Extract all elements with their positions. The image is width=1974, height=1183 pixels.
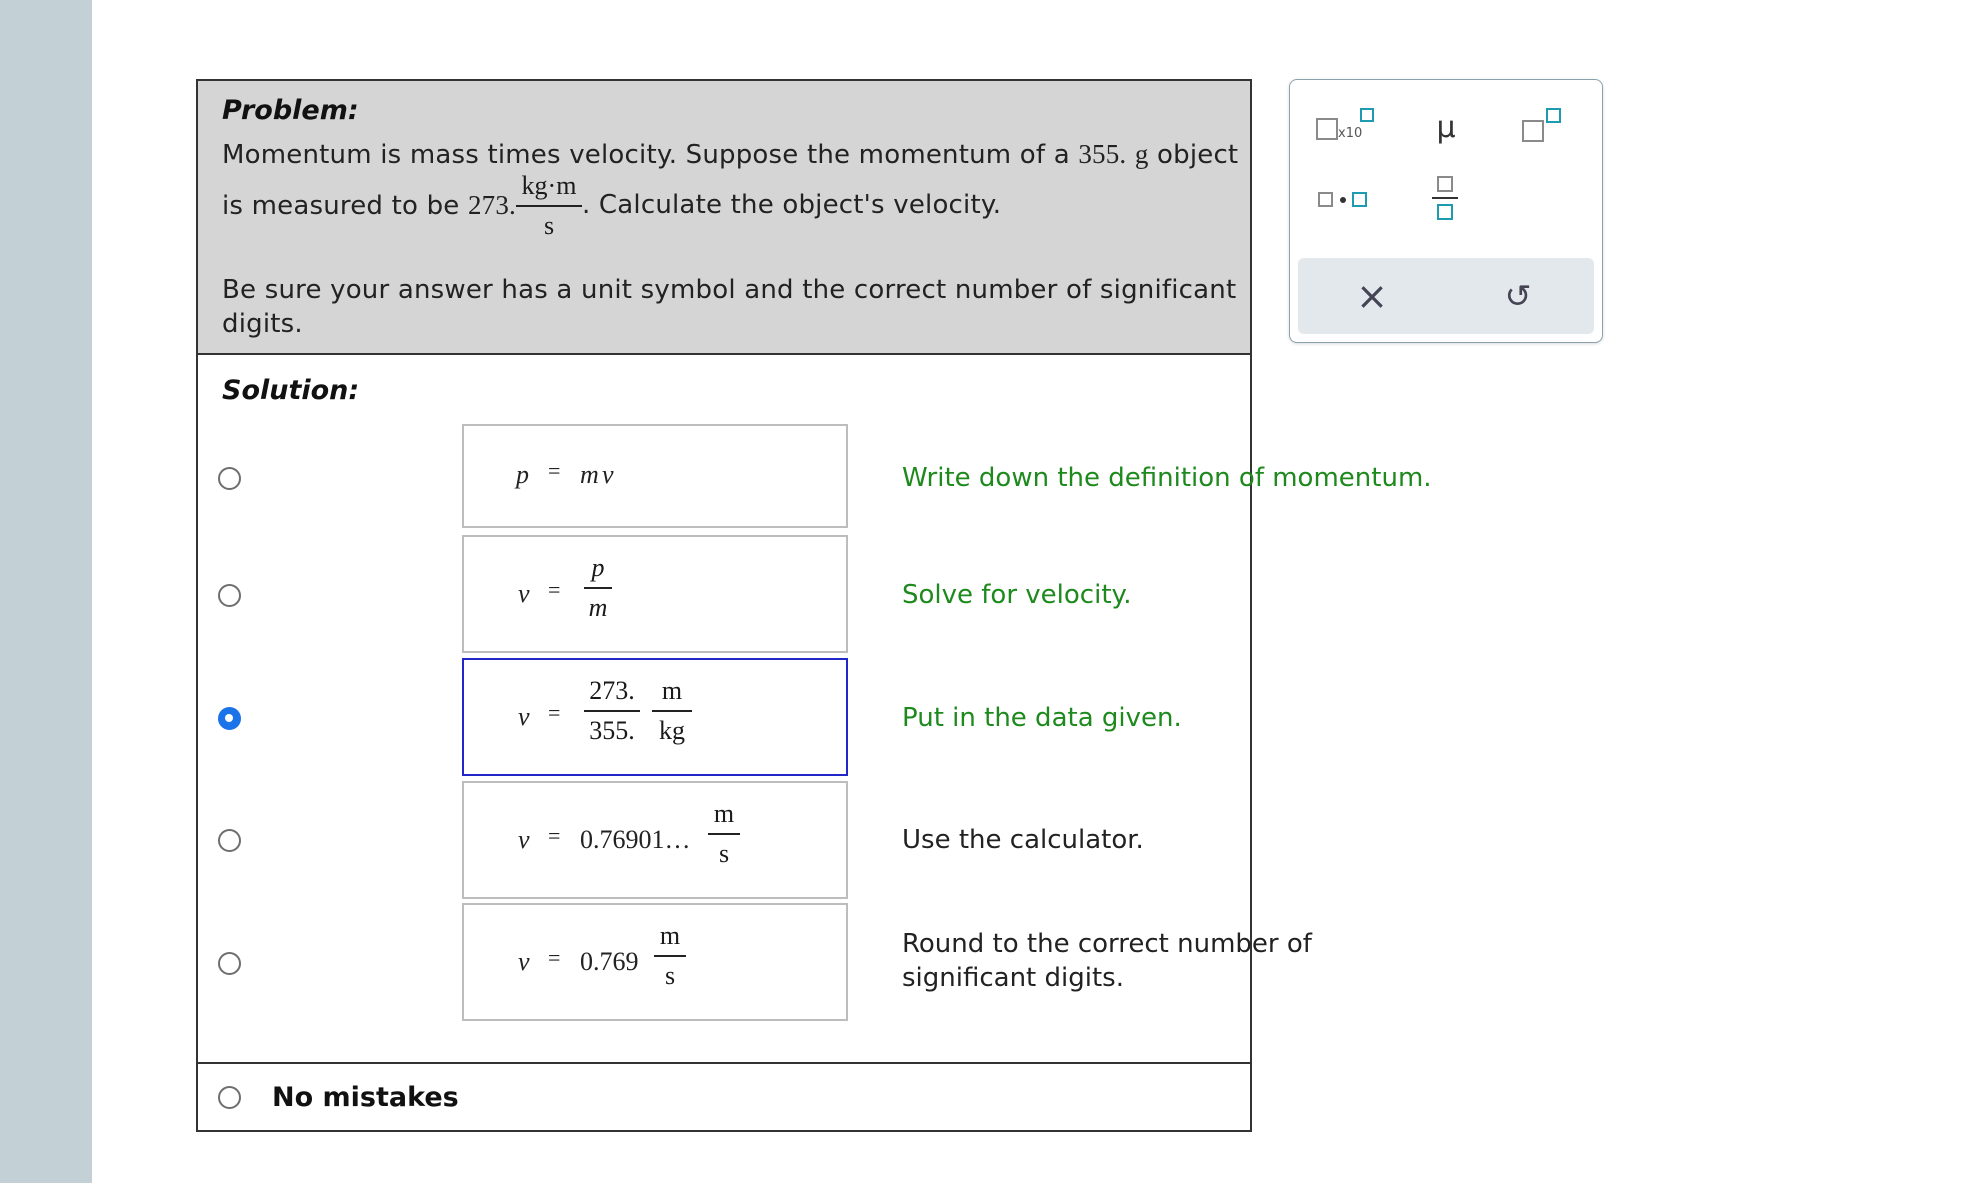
- step-2-radio[interactable]: [218, 584, 241, 607]
- mass-value: 355.: [1078, 139, 1127, 169]
- undo-button[interactable]: [1494, 272, 1542, 320]
- undo-icon: ↺: [1504, 277, 1532, 315]
- problem-section: [198, 81, 1250, 355]
- clear-button[interactable]: [1348, 272, 1396, 320]
- step-2-math-box[interactable]: v = p m: [462, 535, 848, 653]
- close-icon: ×: [1356, 274, 1388, 318]
- step-3-radio[interactable]: [218, 707, 241, 730]
- step-3-explanation: Put in the data given.: [902, 703, 1182, 733]
- problem-heading: Problem:: [222, 95, 359, 126]
- palette-action-bar: [1298, 258, 1594, 334]
- mu-symbol-button[interactable]: μ: [1436, 110, 1456, 145]
- step-5-unit-fraction: m s: [654, 921, 686, 991]
- step-4-explanation: Use the calculator.: [902, 825, 1144, 855]
- step-2-fraction: p m: [584, 553, 612, 623]
- solution-heading: Solution:: [222, 375, 360, 406]
- problem-note-line-1: Be sure your answer has a unit symbol and the correct number of significant: [222, 275, 1237, 305]
- mass-unit: g: [1134, 139, 1149, 169]
- step-1-math-box[interactable]: p = m v: [462, 424, 848, 528]
- step-3-unit-fraction: m kg: [652, 676, 692, 746]
- step-5-explanation-line-2: significant digits.: [902, 963, 1124, 993]
- multiply-dot-button[interactable]: [1310, 180, 1374, 220]
- no-mistakes-label: No mistakes: [272, 1082, 459, 1113]
- scientific-notation-button[interactable]: [1308, 104, 1378, 148]
- step-5-math-box[interactable]: v = 0.769 m s: [462, 903, 848, 1021]
- problem-line-2-start: is measured to be 273.: [222, 190, 516, 221]
- step-1-explanation: Write down the definition of momentum.: [902, 463, 1432, 493]
- step-5-explanation-line-1: Round to the correct number of: [902, 929, 1312, 959]
- problem-note-line-2: digits.: [222, 309, 303, 339]
- step-3-value-fraction: 273. 355.: [584, 676, 640, 746]
- no-mistakes-radio[interactable]: [218, 1086, 241, 1109]
- fraction-button[interactable]: [1424, 174, 1468, 228]
- step-3-math-box[interactable]: v = 273. 355. m kg: [462, 658, 848, 776]
- x10-label: x10: [1338, 126, 1363, 141]
- step-1-radio[interactable]: [218, 467, 241, 490]
- momentum-value: 273.: [467, 190, 516, 220]
- math-palette: [1289, 79, 1603, 343]
- step-2-explanation: Solve for velocity.: [902, 580, 1132, 610]
- momentum-unit-fraction: kg·m s: [516, 171, 582, 241]
- superscript-button[interactable]: [1516, 104, 1572, 148]
- step-4-radio[interactable]: [218, 829, 241, 852]
- left-sidebar: [0, 0, 92, 1183]
- no-mistakes-row[interactable]: [198, 1062, 1250, 1130]
- problem-line-2-end: . Calculate the object's velocity.: [582, 190, 1002, 220]
- problem-line-1: Momentum is mass times velocity. Suppose the momentum of a 355. g object: [222, 139, 1239, 170]
- step-4-math-box[interactable]: v = 0.76901… m s: [462, 781, 848, 899]
- step-5-radio[interactable]: [218, 952, 241, 975]
- step-4-unit-fraction: m s: [708, 799, 740, 869]
